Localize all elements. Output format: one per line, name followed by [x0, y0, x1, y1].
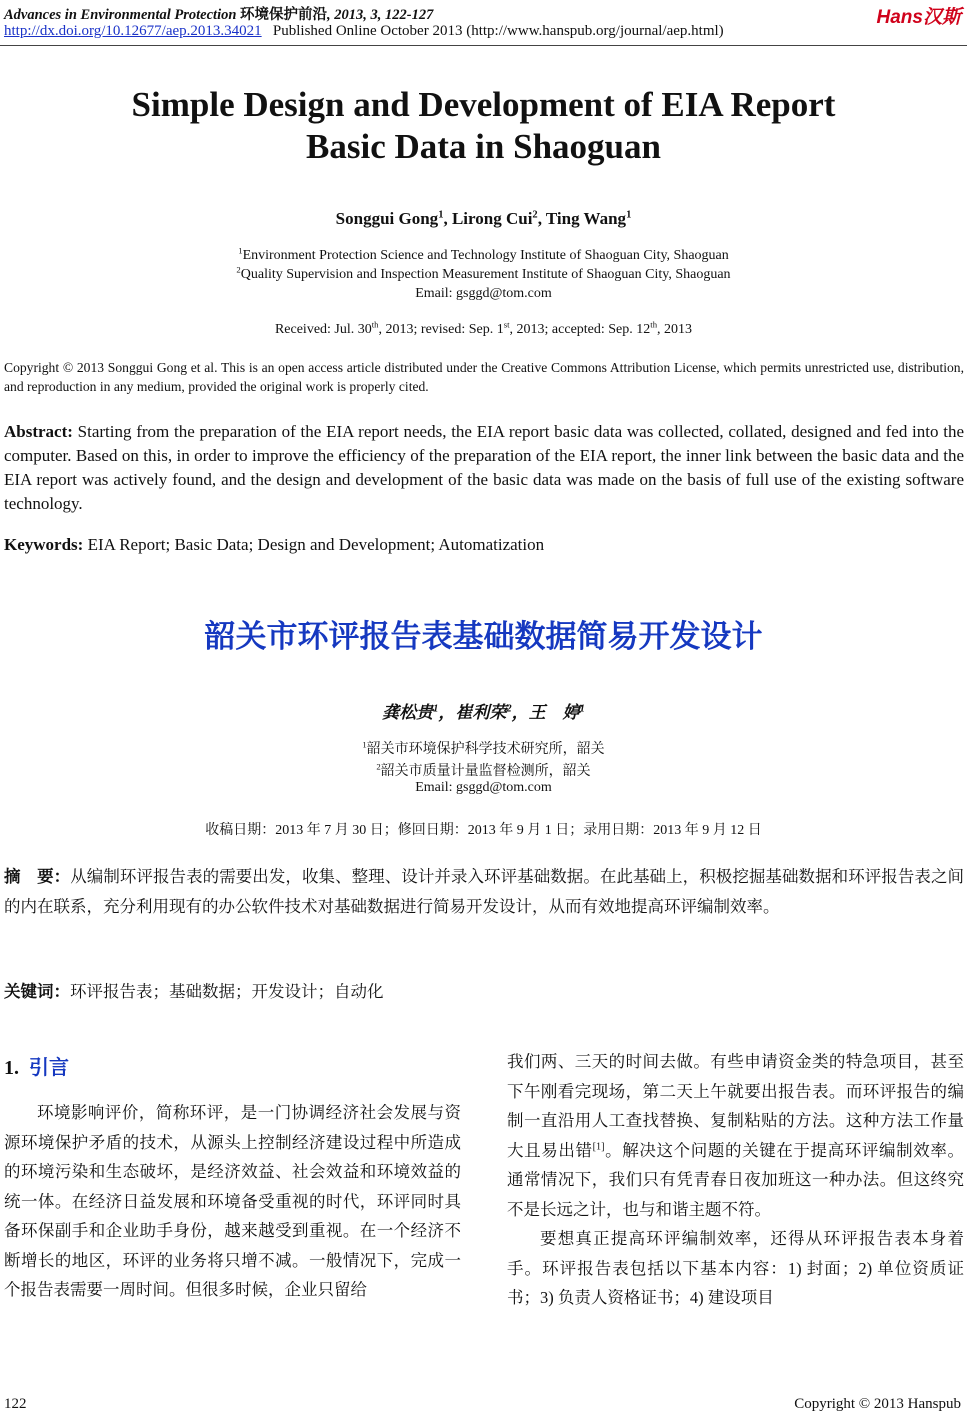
affiliation-cn-2: $^2$韶关市质量计量监督检测所，韶关: [376, 761, 591, 779]
logo-cn: 汉斯: [922, 7, 961, 28]
body-column-left: [4, 1098, 461, 1305]
affiliation-cn-1: $^1$韶关市环境保护科学技术研究所，韶关: [362, 739, 605, 757]
abstract-label: Abstract:: [4, 422, 73, 441]
authors-cn: 龚松贵$^1$，崔利荣$^2$，王 婷$^1$: [382, 703, 585, 722]
page-number: 122: [4, 1396, 27, 1412]
title-cn: 韶关市环评报告表基础数据简易开发设计: [204, 619, 763, 655]
volume-info: , 2013, 3, 122-127: [327, 7, 434, 23]
body-paragraph: 我们两、三天的时间去做。有些申请资金类的特急项目，甚至下午刚看完现场，第二天上午就要出报告表。而环评报告的编制一直沿用人工查找替换、复制粘贴的方法。这种方法工作量大且易出错[1]。解决这个问题的关键在于提高环评编制效率。通常情况下，我们只有凭青春日夜加班这一种办法。但这终究不是长远之计，也与和谐主题不符。: [507, 1052, 965, 1219]
affiliation-en-1: $^1$Environment Protection Science and Technology Institute of Shaoguan City, Shaoguan: [238, 245, 729, 263]
keywords-cn: [4, 978, 964, 1002]
section-title: 引言: [29, 1055, 69, 1079]
title-en-line-2: Basic Data in Shaoguan: [306, 127, 661, 166]
keywords-text: EIA Report; Basic Data; Design and Development; Automatization: [87, 535, 545, 554]
author-name: Ting Wang: [545, 209, 627, 228]
author-sup: 1: [438, 209, 444, 221]
section-heading: [4, 1051, 69, 1080]
abstract-cn-text: 从编制环评报告表的需要出发，收集、整理、设计并录入环评基础数据。在此基础上，积极挖掘基础数据和环评报告表之间的内在联系，充分利用现有的办公软件技术对基础数据进行简易开发设计，从而有效地提高环评编制效率。: [4, 867, 965, 916]
author-name: Lirong Cui: [451, 209, 533, 228]
affiliation-en-2: $^2$Quality Supervision and Inspection Measurement Institute of Shaoguan City, Shaoguan: [236, 264, 731, 282]
published-info: Published Online October 2013 (http://www.hanspub.org/journal/aep.html): [272, 23, 724, 39]
journal-header: [4, 3, 433, 24]
body-column-right: [507, 1047, 964, 1313]
body-paragraph: 环境影响评价，简称环评，是一门协调经济社会发展与资源环境保护矛盾的技术，从源头上控制经济建设过程中所造成的环境污染和生态破坏，是经济效益、社会效益和环境效益的统一体。在经济日益发展和环境备受重视的时代，环评同时具备环保副手和企业助手身份，越来越受到重视。在一个经济不断增长的地区，环评的业务将只增不减。一般情况下，完成一个报告表需要一周时间。但很多时候，企业只留给: [4, 1103, 461, 1299]
abstract-cn-label: 摘 要：: [4, 867, 71, 886]
journal-name-cn: 环境保护前沿: [240, 7, 328, 23]
title-en: [0, 84, 967, 168]
abstract-cn: [4, 862, 964, 922]
author-sup: 2: [532, 209, 538, 221]
journal-name: Advances in Environmental Protection: [4, 7, 237, 23]
keywords-cn-label: 关键词：: [4, 982, 70, 1001]
header-divider: [0, 45, 967, 46]
author-sup: 1: [626, 209, 632, 221]
footer-copyright: Copyright © 2013 Hanspub: [794, 1396, 961, 1412]
body-paragraph: 要想真正提高环评编制效率，还得从环评报告表本身着手。环评报告表包括以下基本内容：1) 封面；2) 单位资质证书；3) 负责人资格证书；4) 建设项目: [507, 1229, 964, 1307]
authors-en: Songgui Gong$^1$, Lirong Cui$^2$, Ting Wang$^1$: [335, 209, 632, 228]
received-cn: 收稿日期：2013 年 7 月 30 日；修回日期：2013 年 9 月 1 日；录用日期：2013 年 9 月 12 日: [205, 823, 762, 838]
citation-ref[interactable]: [1]: [592, 1141, 605, 1152]
title-en-line-1: Simple Design and Development of EIA Report: [131, 85, 836, 124]
abstract-en: [4, 420, 964, 516]
doi-line: [4, 23, 724, 40]
section-number: 1.: [4, 1057, 19, 1079]
received-en: Received: Jul. 30th, 2013; revised: Sep. 1st, 2013; accepted: Sep. 12th, 2013: [274, 319, 693, 337]
email-en: Email: gsggd@tom.com: [415, 286, 552, 301]
email-cn: Email: gsggd@tom.com: [415, 780, 552, 795]
hans-logo: [877, 2, 961, 29]
keywords-cn-text: 环评报告表；基础数据；开发设计；自动化: [70, 982, 384, 1001]
author-name: Songgui Gong: [335, 209, 439, 228]
logo-en: Hans: [876, 7, 923, 28]
keywords-label: Keywords:: [4, 535, 84, 554]
doi-link[interactable]: http://dx.doi.org/10.12677/aep.2013.34021: [4, 23, 262, 39]
abstract-text: Starting from the preparation of the EIA report needs, the EIA report basic data was collected, collated, designed and fed into the computer. Based on this, in order to improve the efficiency of the preparation of the EIA report, the inner link between the basic data and the EIA report was actively found, and the design and development of the basic data was made on the basis of full use of the existing software technology.: [4, 422, 965, 513]
copyright-notice: Copyright © 2013 Songgui Gong et al. This is an open access article distributed under the Creative Commons Attribution License, which permits unrestricted use, distribution, and reproduction in any medium, provided the original work is properly cited.: [4, 360, 964, 394]
keywords-en: [4, 535, 964, 555]
